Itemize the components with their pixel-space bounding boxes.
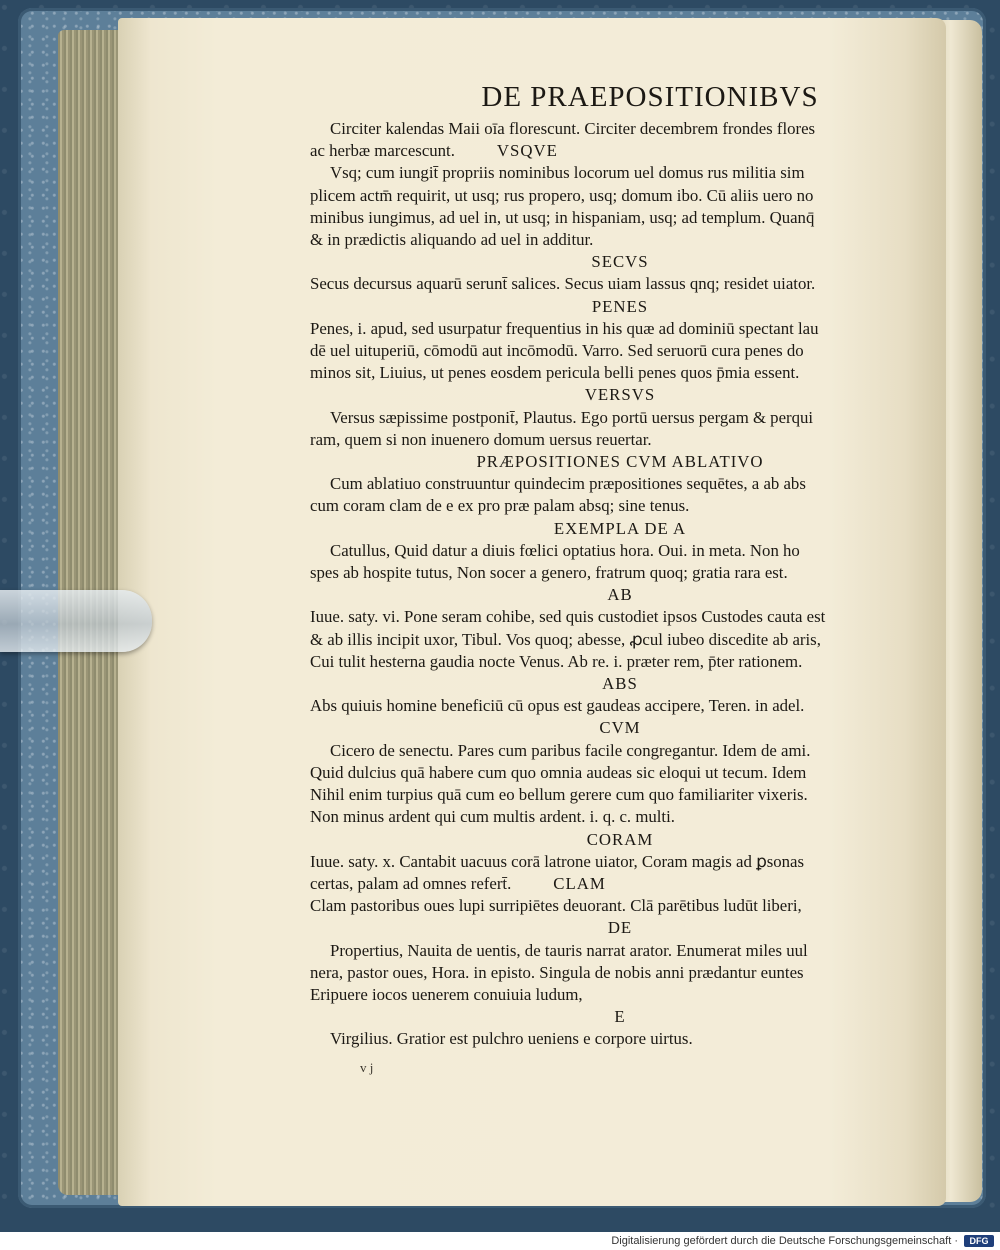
dfg-logo: DFG [964,1235,994,1247]
text-line: Eripuere iocos uenerem conuiuia ludum, [310,984,583,1004]
footer-credit: Digitalisierung gefördert durch die Deutsche Forschungsgemeinschaft · [611,1235,958,1247]
text-line: Clam pastoribus oues lupi surripiētes deuorant. Clā parētibus ludūt liberi, [310,896,802,916]
page-clip [0,590,152,652]
section-heading: SECVS [591,252,649,272]
footer-bar [0,1232,1000,1250]
text-line: minibus iungimus, ad uel in, ut usq; in hispaniam, usq; ad templum. Quanq̄ [310,207,815,227]
text-line: Quid dulcius quā habere cum quo omnia audeas sic eloqui ut tecum. Idem [310,762,807,782]
text-line: Penes, i. apud, sed usurpatur frequentius in his quæ ad dominiū spectant lau [310,318,819,338]
section-heading: ABS [602,674,638,694]
text-line: Cum ablatiuo construuntur quindecim præpositiones sequētes, a ab abs [330,474,806,494]
text-line: ram, quem si non inuenero domum uersus reuertar. [310,429,652,449]
text-line: Iuue. saty. vi. Pone seram cohibe, sed quis custodiet ipsos Custodes cauta est [310,607,826,627]
section-heading: CVM [599,718,641,738]
text-line: plicem actm̄ requirit, ut usq; rus propero, usq; domum ibo. Cū aliis uero no [310,185,814,205]
text-line: Non minus ardent qui cum multis ardent. i. q. c. multi. [310,807,675,827]
page-text-block [310,80,930,1079]
running-title: DE PRAEPOSITIONIBVS [481,81,819,113]
section-heading: VSQVE [496,141,558,161]
section-heading: EXEMPLA DE A [553,518,687,538]
text-lines [310,118,930,1051]
section-heading: PRÆPOSITIONES CVM ABLATIVO [476,452,764,472]
section-heading: AB [607,585,633,605]
text-line: Cui tulit hesterna gaudia nocte Venus. Ab re. i. præter rem, p̄ter rationem. [310,651,803,671]
text-line: Abs quiuis homine beneficiū cū opus est gaudeas accipere, Teren. in adel. [310,696,805,716]
text-line: Cicero de senectu. Pares cum paribus facile congregantur. Idem de ami. [330,740,811,760]
text-line: minos sit, Liuius, ut penes eosdem pericula belli penes quos p̄mia essent. [310,363,800,383]
section-heading: CORAM [586,829,654,849]
text-line: Catullus, Quid datur a diuis fœlici optatius hora. Oui. in meta. Non ho [330,540,800,560]
text-line: Propertius, Nauita de uentis, de tauris narrat arator. Enumerat miles uul [330,940,808,960]
text-line: Nihil enim turpius quā cum eo bellum gerere cum quo familiariter vixeris. [310,785,808,805]
text-line: Versus sæpissime postponit̄, Plautus. Ego portū uersus pergam & perqui [330,407,814,427]
text-line: dē uel uituperiū, cōmodū aut incōmodū. Varro. Sed seruorū cura penes do [310,341,804,361]
text-line: cum coram clam de e ex pro præ palam absq; sine tenus. [310,496,690,516]
text-line: & in prædictis aliquando ad uel in additur. [310,230,594,250]
text-line-content: certas, palam ad omnes refert̄. [310,873,512,893]
text-line: spes ab hospite tutus, Non socer a genero, fratrum quoq; gratia rara est. [310,563,788,583]
text-line: Virgilius. Gratior est pulchro ueniens e corpore uirtus. [330,1029,693,1049]
text-line: Vsq; cum iungit̄ propriis nominibus locorum uel domus rus militia sim [330,163,805,183]
signature-mark: v j [360,1059,374,1075]
section-heading: PENES [591,296,649,316]
text-line: & ab illis incipit uxor, Tibul. Vos quoq; abesse, ꝓcul iubeo discedite ab aris, [310,629,821,649]
section-heading: DE [607,918,633,938]
text-line: Iuue. saty. x. Cantabit uacuus corā latrone uiator, Coram magis ad ꝑsonas [310,851,805,871]
text-line-content: ac herbæ marcescunt. [310,141,455,161]
text-line: nera, pastor oues, Hora. in episto. Singula de nobis anni prædantur euntes [310,962,804,982]
section-heading: VERSVS [584,385,656,405]
section-heading: E [614,1007,626,1027]
section-heading: CLAM [553,873,606,893]
text-line [310,873,930,895]
text-line [310,140,930,162]
text-line: Secus decursus aquarū serunt̄ salices. Secus uiam lassus qnq; residet uiator. [310,274,816,294]
text-line: Circiter kalendas Maii oīa florescunt. Circiter decembrem frondes flores [330,119,816,138]
